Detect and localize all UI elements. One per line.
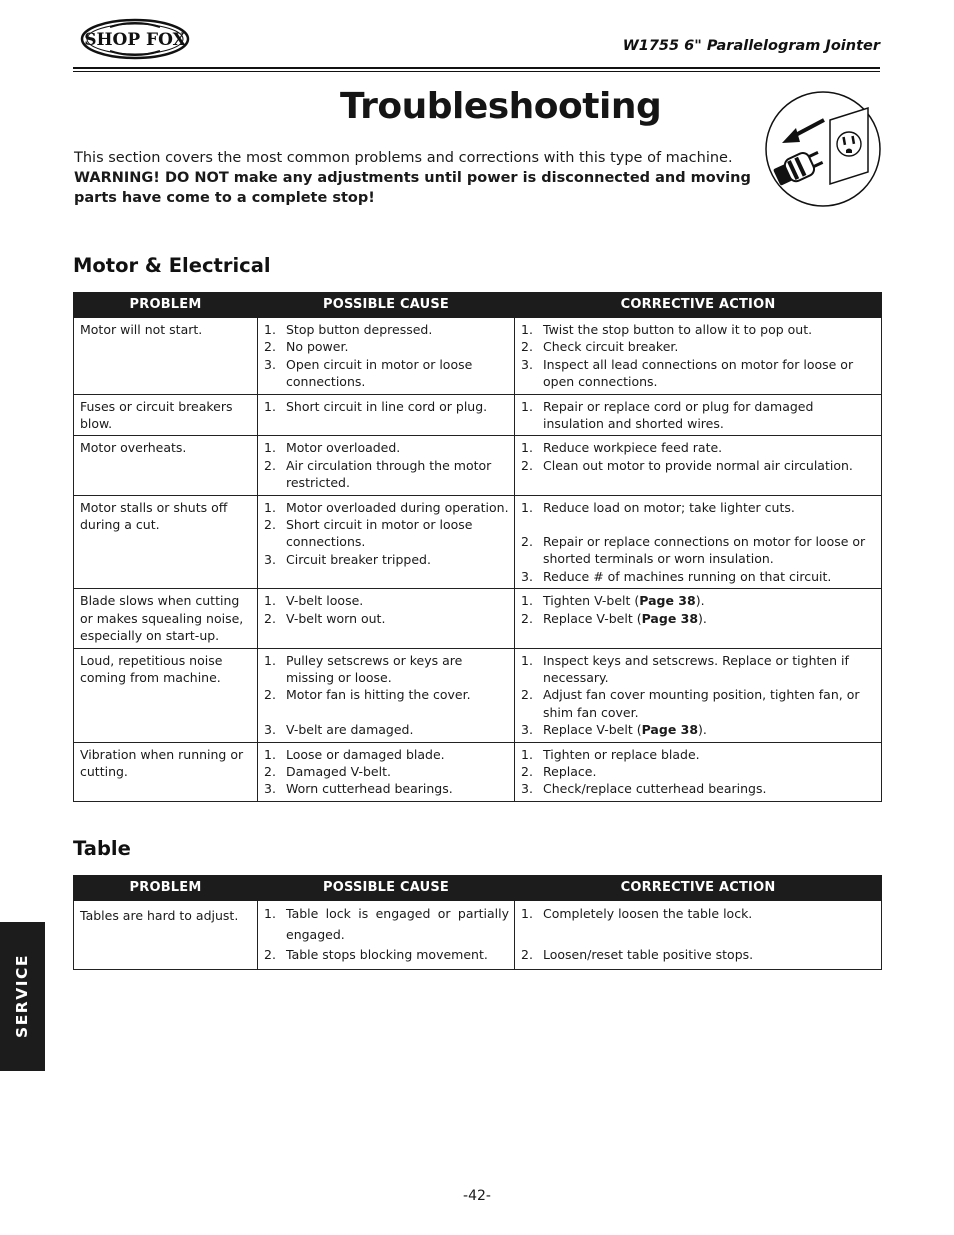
unplug-power-icon: [764, 90, 882, 208]
problem-cell: Motor overheats.: [74, 436, 258, 495]
table-header-row: [74, 876, 882, 901]
table-row: [74, 318, 882, 395]
section-heading-motor: Motor & Electrical: [73, 254, 271, 277]
intro-warning: WARNING! DO NOT make any adjustments until power is disconnected and moving parts have come to a complete stop!: [74, 170, 751, 206]
cause-cell: 1. Short circuit in line cord or plug.: [258, 394, 515, 436]
table-row: [74, 394, 882, 436]
page-reference: Page 38: [641, 722, 699, 738]
header-rule: [73, 67, 880, 69]
problem-cell: Vibration when running or cutting.: [74, 742, 258, 801]
page-reference: Page 38: [641, 610, 699, 626]
cause-cell: 1. Table lock is engaged or partially engaged. 2. Table stops blocking movement.: [258, 901, 515, 970]
problem-cell: Blade slows when cutting or makes squealing noise, especially on start-up.: [74, 589, 258, 648]
problem-cell: Motor stalls or shuts off during a cut.: [74, 495, 258, 589]
column-header-problem: PROBLEM: [74, 293, 258, 318]
model-title: W1755 6" Parallelogram Jointer: [622, 38, 880, 54]
column-header-cause: POSSIBLE CAUSE: [258, 876, 515, 901]
section-heading-table: Table: [73, 837, 131, 860]
header-rule-thin: [73, 71, 880, 72]
column-header-cause: POSSIBLE CAUSE: [258, 293, 515, 318]
cause-cell: 1. Motor overloaded. 2. Air circulation through the motor restricted.: [258, 436, 515, 495]
column-header-action: CORRECTIVE ACTION: [515, 293, 882, 318]
service-side-tab: [0, 922, 45, 1071]
cause-cell: 1. Motor overloaded during operation. 2. Short circuit in motor or loose connections. 3. Circuit breaker tripped.: [258, 495, 515, 589]
problem-cell: Loud, repetitious noise coming from machine.: [74, 648, 258, 742]
problem-cell: Tables are hard to adjust.: [74, 901, 258, 970]
table-row: [74, 589, 882, 648]
page-title: Troubleshooting: [340, 86, 662, 127]
page-number: -42-: [463, 1188, 491, 1204]
action-cell: 1. Tighten or replace blade. 2. Replace. 3. Check/replace cutterhead bearings.: [515, 742, 882, 801]
table-header-row: [74, 293, 882, 318]
table-row: [74, 648, 882, 742]
action-cell: 1. Completely loosen the table lock. 2. Loosen/reset table positive stops.: [515, 901, 882, 970]
table-row: [74, 742, 882, 801]
motor-electrical-table: [73, 292, 882, 802]
table-row: [74, 436, 882, 495]
intro-paragraph: [74, 148, 754, 208]
action-cell: 1. Twist the stop button to allow it to pop out. 2. Check circuit breaker. 3. Inspect all lead connections on motor for loose or open connections.: [515, 318, 882, 395]
cause-cell: 1. Stop button depressed. 2. No power. 3. Open circuit in motor or loose connections.: [258, 318, 515, 395]
logo-text: SHOP FOX: [84, 30, 186, 50]
cause-cell: 1. Pulley setscrews or keys are missing or loose. 2. Motor fan is hitting the cover. 3. V-belt are damaged.: [258, 648, 515, 742]
action-cell: 1. Reduce load on motor; take lighter cuts. 2. Repair or replace connections on motor for loose or shorted terminals or worn insulation. 3. Reduce # of machines running on that circuit.: [515, 495, 882, 589]
intro-text: This section covers the most common problems and corrections with this type of machine.: [74, 150, 733, 166]
shop-fox-logo: [80, 18, 190, 60]
action-cell: 1. Reduce workpiece feed rate. 2. Clean out motor to provide normal air circulation.: [515, 436, 882, 495]
table-troubleshooting-table: [73, 875, 882, 970]
column-header-action: CORRECTIVE ACTION: [515, 876, 882, 901]
service-tab-label: SERVICE: [13, 954, 31, 1038]
action-cell: 1. Tighten V-belt (Page 38). 2. Replace V-belt (Page 38).: [515, 589, 882, 648]
table-row: [74, 901, 882, 970]
problem-cell: Fuses or circuit breakers blow.: [74, 394, 258, 436]
action-cell: 1. Inspect keys and setscrews. Replace or tighten if necessary. 2. Adjust fan cover mounting position, tighten fan, or shim fan cover. 3. Replace V-belt (Page 38).: [515, 648, 882, 742]
column-header-problem: PROBLEM: [74, 876, 258, 901]
action-cell: 1. Repair or replace cord or plug for damaged insulation and shorted wires.: [515, 394, 882, 436]
cause-cell: 1. V-belt loose. 2. V-belt worn out.: [258, 589, 515, 648]
cause-cell: 1. Loose or damaged blade. 2. Damaged V-belt. 3. Worn cutterhead bearings.: [258, 742, 515, 801]
problem-cell: Motor will not start.: [74, 318, 258, 395]
table-row: [74, 495, 882, 589]
page-reference: Page 38: [639, 593, 696, 609]
